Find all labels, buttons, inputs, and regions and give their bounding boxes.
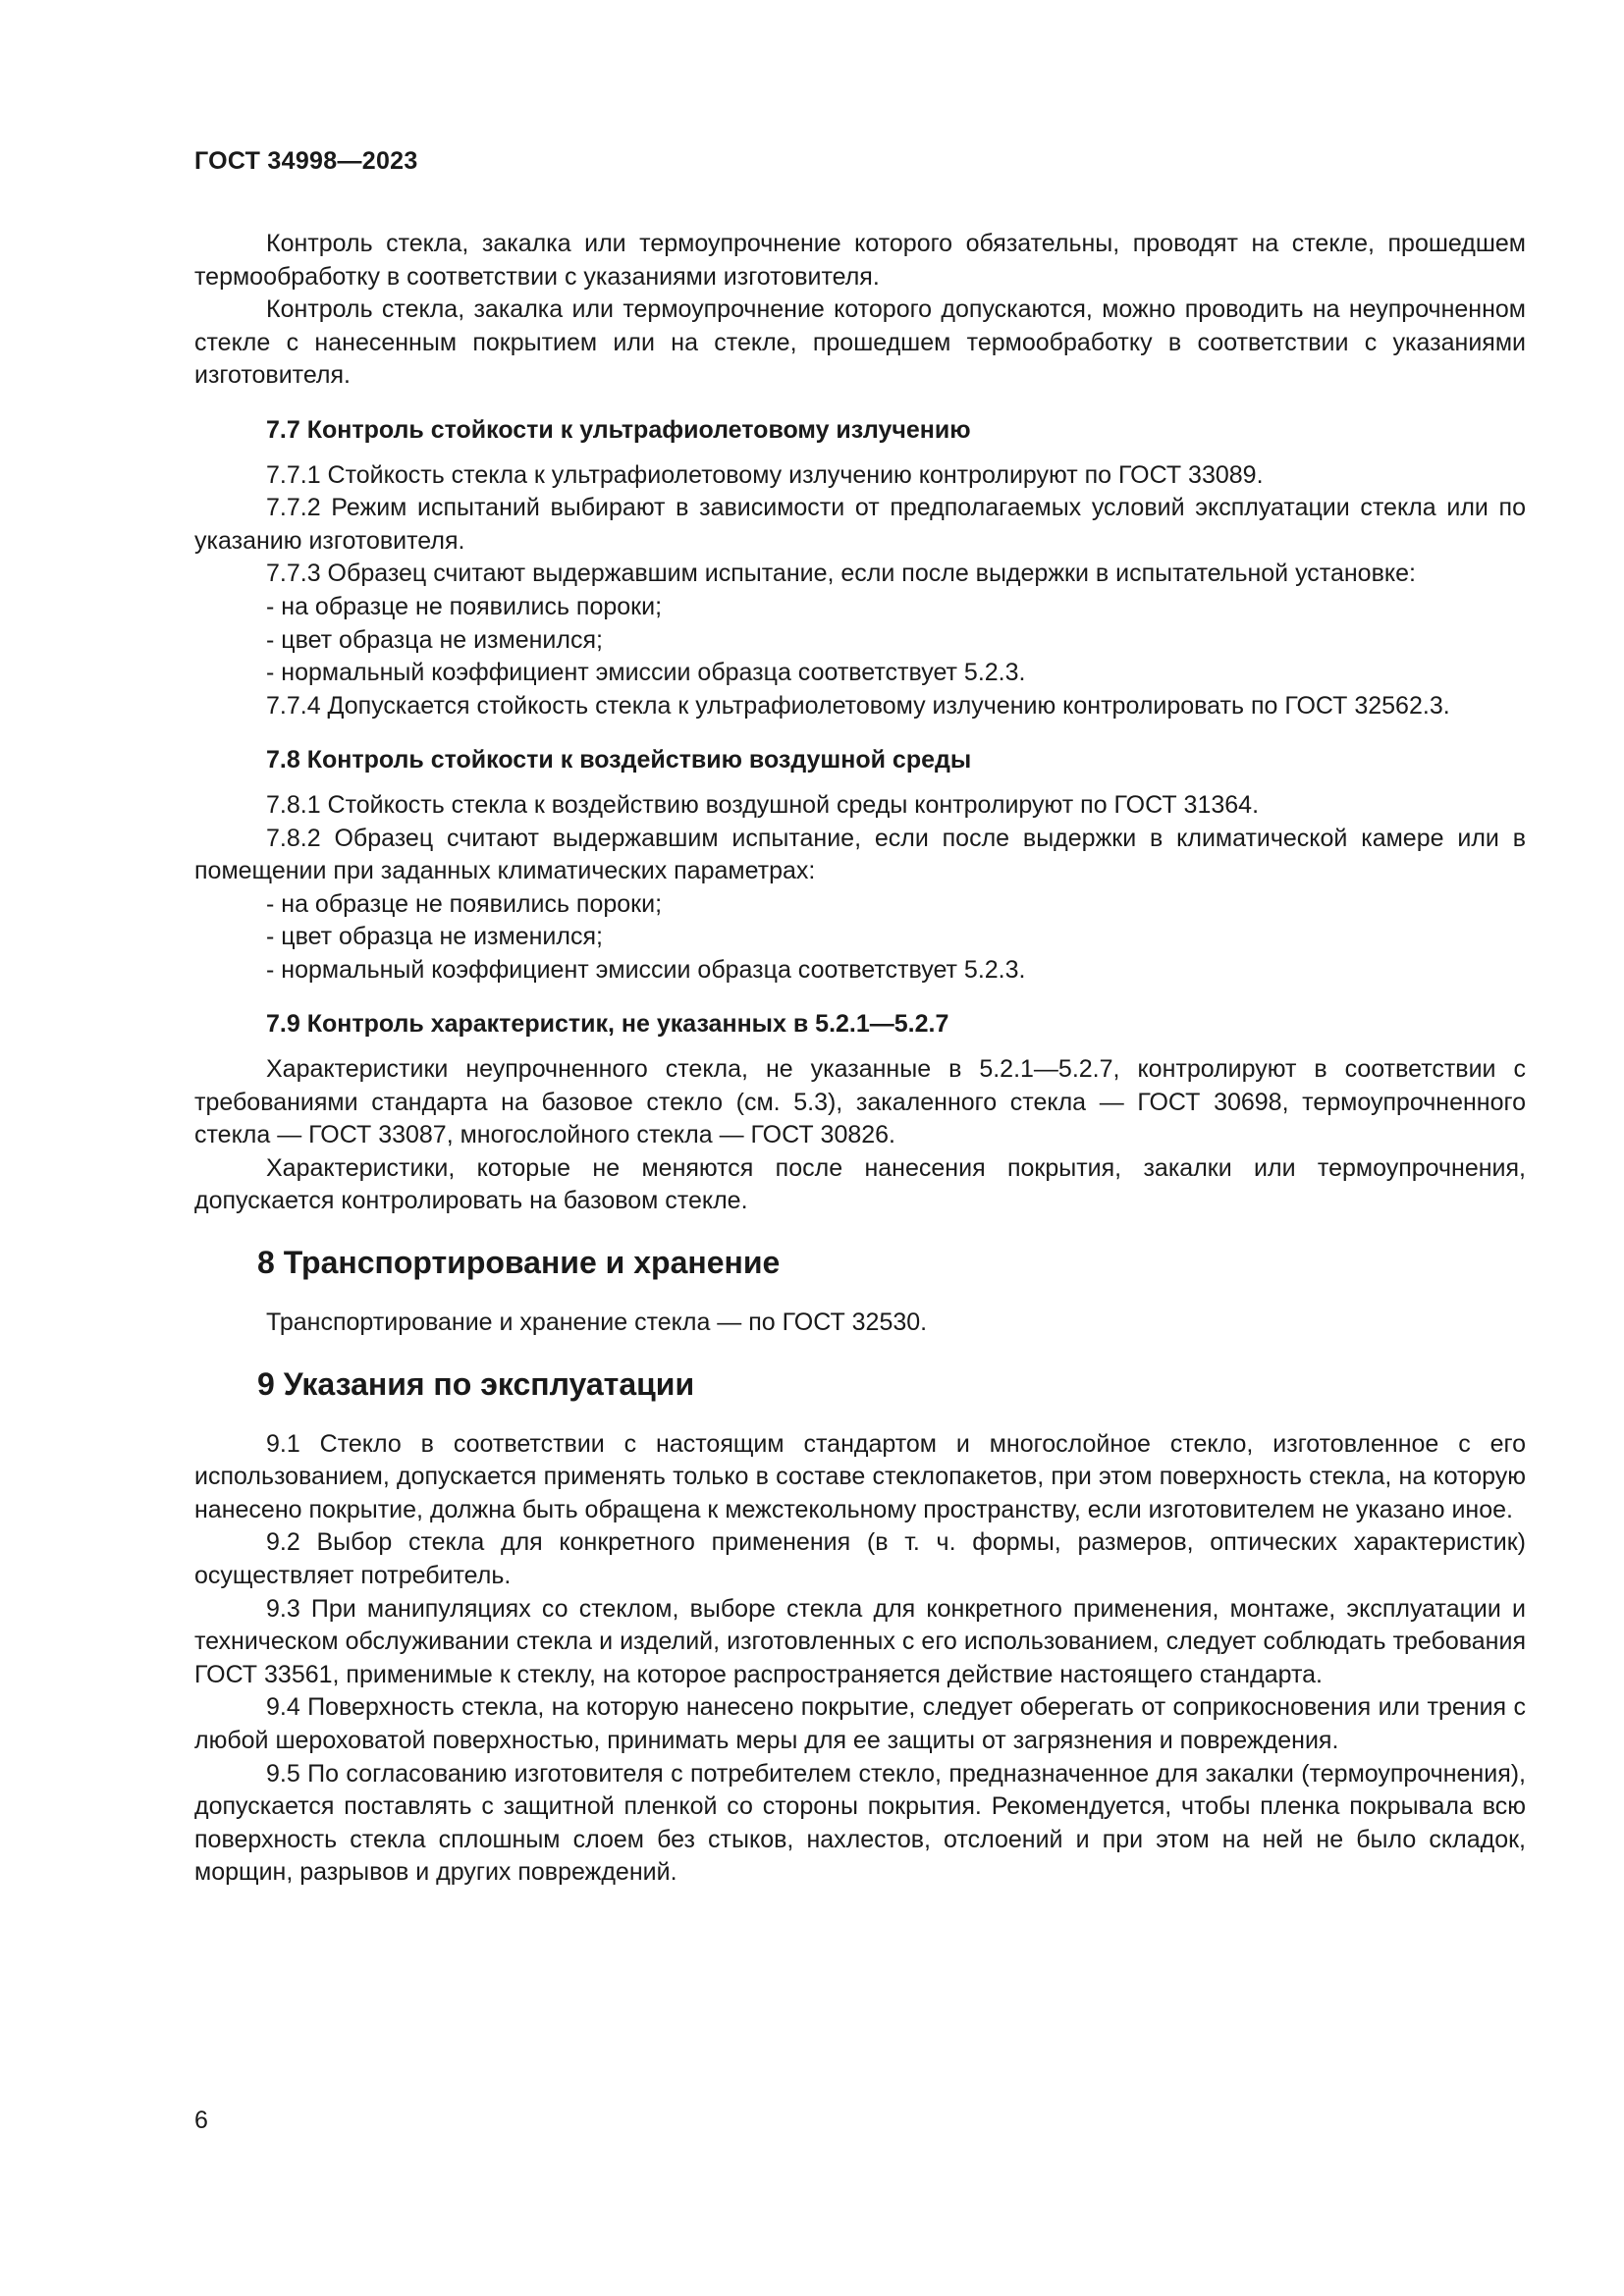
paragraph-8: Транспортирование и хранение стекла — по ГОСТ 32530. [266,1308,928,1337]
paragraph-9-2: 9.2 Выбор стекла для конкретного применения (в т. ч. формы, размеров, оптических характеристик) осуществляет потребитель. [194,1528,1526,1589]
paragraph-9-5: 9.5 По согласованию изготовителя с потребителем стекло, предназначенное для закалки (термоупрочнения), допускается поставлять с защитной пленкой со стороны покрытия. Рекомендуется, чтобы пленка покрывала всю поверхность стекла сплошным слоем без стыков, нахлестов, отслоений и при этом на ней не было складок, морщин, разрывов и других повреждений. [194,1759,1526,1887]
paragraph-9-4: 9.4 Поверхность стекла, на которую нанесено покрытие, следует оберегать от соприкосновения или трения с любой шероховатой поверхностью, принимать меры для ее защиты от загрязнения и повреждения. [194,1693,1526,1754]
subsection-heading-7-9: 7.9 Контроль характеристик, не указанных в 5.2.1—5.2.7 [266,1010,949,1039]
list-item: - нормальный коэффициент эмиссии образца соответствует 5.2.3. [266,659,1026,687]
paragraph-9-3: 9.3 При манипуляциях со стеклом, выборе стекла для конкретного применения, монтаже, эксплуатации и техническом обслуживании стекла и изделий, изготовленных с его использованием, следует соблюдать требования ГОСТ 33561, применимые к стеклу, на которое распространяется действие настоящего стандарта. [194,1594,1526,1688]
list-item: - нормальный коэффициент эмиссии образца соответствует 5.2.3. [266,955,1026,984]
document-body [194,228,1526,1890]
paragraph-7-7-3: 7.7.3 Образец считают выдержавшим испытание, если после выдержки в испытательной установке: [266,560,1416,588]
section-heading-9: 9 Указания по эксплуатации [257,1365,695,1402]
section-heading-8: 8 Транспортирование и хранение [257,1245,781,1281]
paragraph-7-7-2: 7.7.2 Режим испытаний выбирают в зависимости от предполагаемых условий эксплуатации стекла или по указанию изготовителя. [194,494,1526,555]
paragraph-7-9-1: Характеристики неупрочненного стекла, не указанные в 5.2.1—5.2.7, контролируют в соответствии с требованиями стандарта на базовое стекло (см. 5.3), закаленного стекла — ГОСТ 30698, термоупрочненного стекла — ГОСТ 33087, многослойного стекла — ГОСТ 30826. [194,1055,1526,1149]
list-item: - на образце не появились пороки; [266,889,663,918]
list-item: - на образце не появились пороки; [266,592,663,620]
paragraph-9-1: 9.1 Стекло в соответствии с настоящим стандартом и многослойное стекло, изготовленное с его использованием, допускается применять только в составе стеклопакетов, при этом поверхность стекла, на которую нанесено покрытие, должна быть обращена к межстекольному пространству, если изготовителем не указано иное. [194,1429,1526,1523]
paragraph-7-8-1: 7.8.1 Стойкость стекла к воздействию воздушной среды контролируют по ГОСТ 31364. [266,790,1260,819]
intro-paragraph: Контроль стекла, закалка или термоупрочнение которого допускаются, можно проводить на неупрочненном стекле с нанесенным покрытием или на стекле, прошедшем термообработку в соответствии с указаниями изготовителя. [194,295,1526,390]
paragraph-7-7-1: 7.7.1 Стойкость стекла к ультрафиолетовому излучению контролируют по ГОСТ 33089. [266,460,1264,489]
paragraph-7-8-2: 7.8.2 Образец считают выдержавшим испытание, если после выдержки в климатической камере или в помещении при заданных климатических параметрах: [194,824,1526,885]
subsection-heading-7-8: 7.8 Контроль стойкости к воздействию воздушной среды [266,746,972,774]
document-header: ГОСТ 34998—2023 [194,147,418,175]
paragraph-7-7-4: 7.7.4 Допускается стойкость стекла к ультрафиолетовому излучению контролировать по ГОСТ 32562.3. [266,691,1450,720]
intro-paragraph: Контроль стекла, закалка или термоупрочнение которого обязательны, проводят на стекле, прошедшем термообработку в соответствии с указаниями изготовителя. [194,230,1526,291]
subsection-heading-7-7: 7.7 Контроль стойкости к ультрафиолетовому излучению [266,415,971,444]
list-item: - цвет образца не изменился; [266,625,603,654]
page-number: 6 [194,2107,208,2134]
paragraph-7-9-2: Характеристики, которые не меняются после нанесения покрытия, закалки или термоупрочнения, допускается контролировать на базовом стекле. [194,1153,1526,1215]
list-item: - цвет образца не изменился; [266,923,603,951]
